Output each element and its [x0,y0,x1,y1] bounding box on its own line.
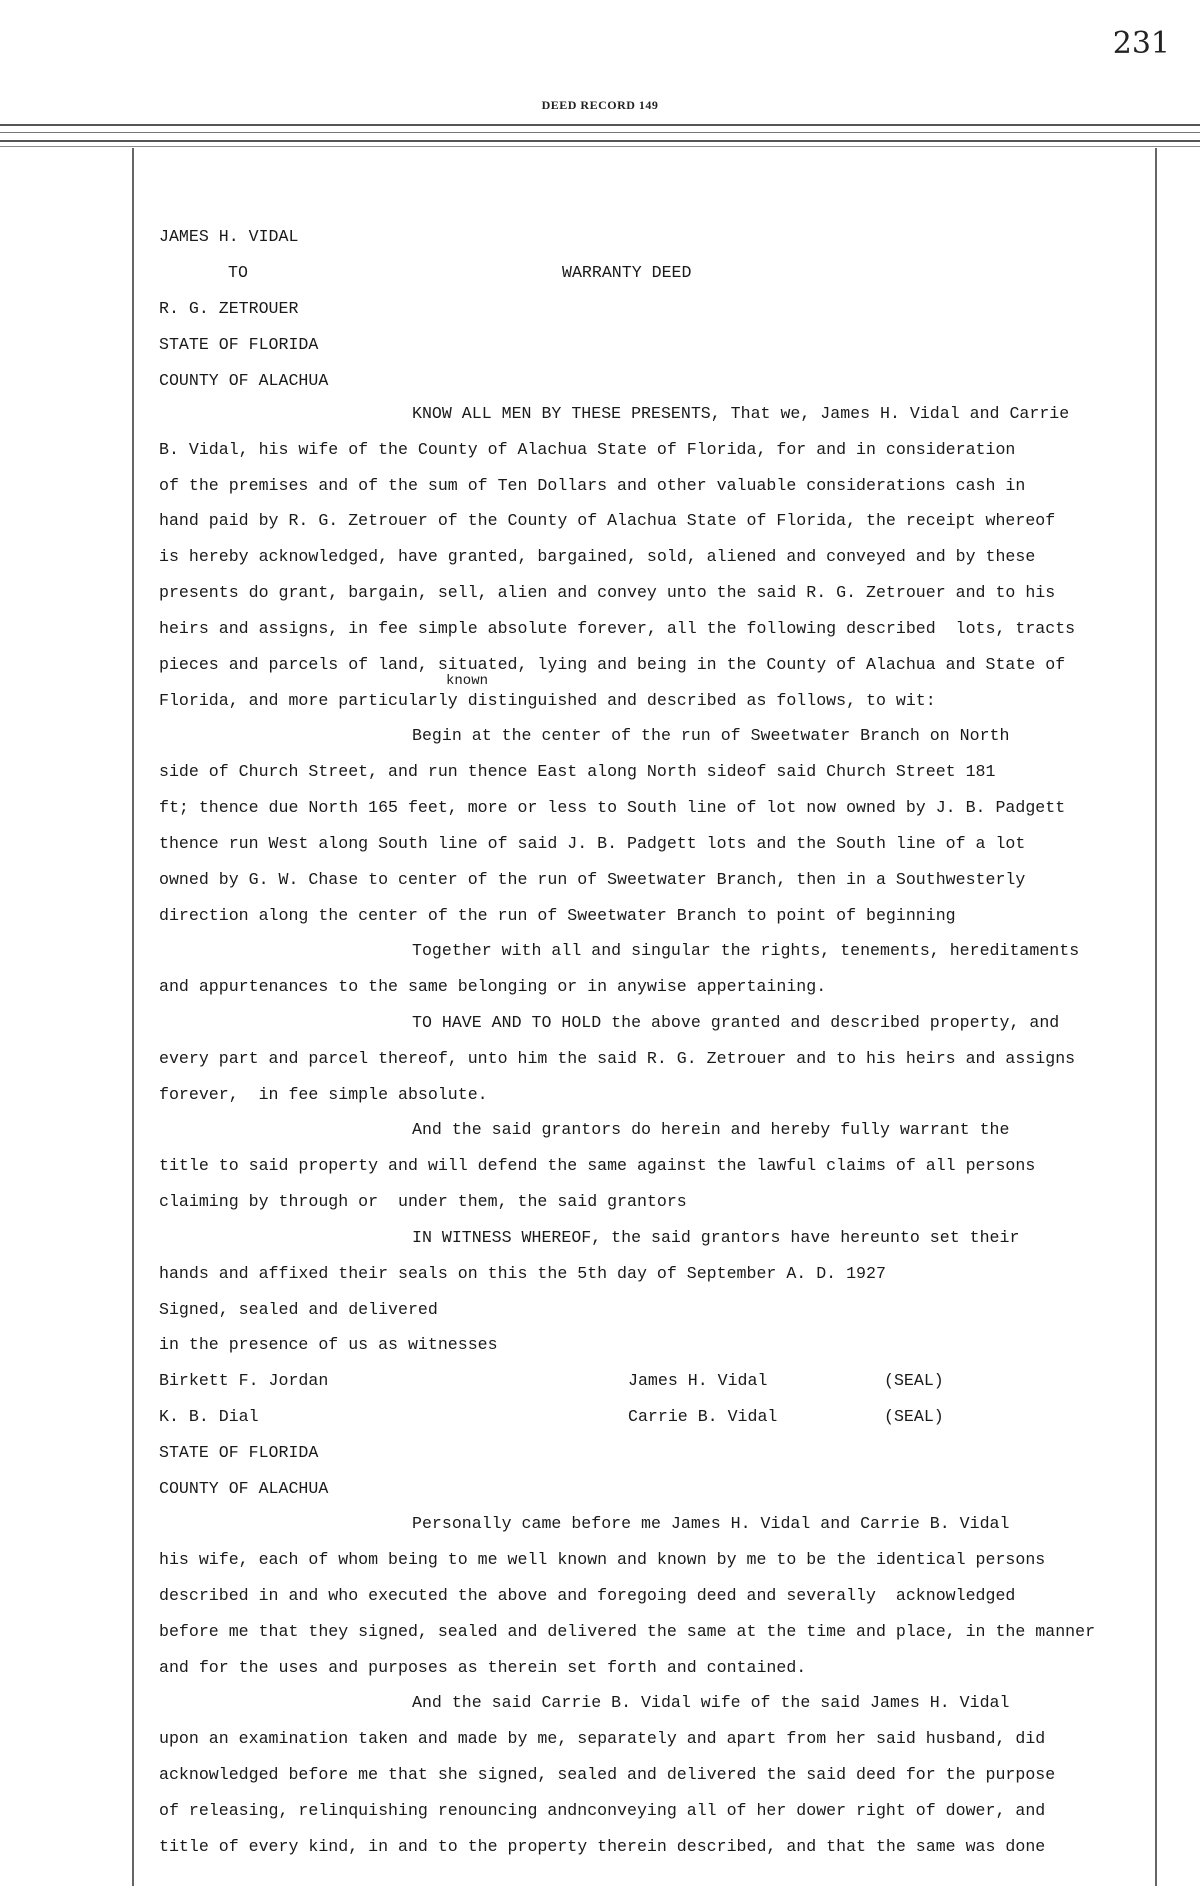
deed-line: presents do grant, bargain, sell, alien and convey unto the said R. G. Zetrouer and to his [159,583,1056,602]
ack-line: of releasing, relinquishing renouncing andnconveying all of her dower right of dower, and [159,1801,1046,1820]
deed-line: Begin at the center of the run of Sweetwater Branch on North [412,726,1010,745]
witness-name: K. B. Dial [159,1407,259,1426]
to-label: TO [228,263,248,282]
deed-line: hand paid by R. G. Zetrouer of the County of Alachua State of Florida, the receipt whereof [159,511,1056,530]
signer-name: James H. Vidal [628,1371,768,1390]
ack-line: upon an examination taken and made by me, separately and apart from her said husband, did [159,1729,1046,1748]
deed-line: is hereby acknowledged, have granted, bargained, sold, aliened and conveyed and by these [159,547,1036,566]
deed-line: forever, in fee simple absolute. [159,1085,488,1104]
deed-line: title to said property and will defend the same against the lawful claims of all persons [159,1156,1036,1175]
deed-line: owned by G. W. Chase to center of the run of Sweetwater Branch, then in a Southwesterly [159,870,1026,889]
deed-line: KNOW ALL MEN BY THESE PRESENTS, That we, James H. Vidal and Carrie [412,404,1070,423]
deed-line: B. Vidal, his wife of the County of Alachua State of Florida, for and in consideration [159,440,1016,459]
deed-line: IN WITNESS WHEREOF, the said grantors have hereunto set their [412,1228,1020,1247]
deed-line: of the premises and of the sum of Ten Dollars and other valuable considerations cash in [159,476,1026,495]
deed-line: And the said grantors do herein and hereby fully warrant the [412,1120,1010,1139]
deed-line: hands and affixed their seals on this the 5th day of September A. D. 1927 [159,1264,886,1283]
deed-line: and appurtenances to the same belonging or in anywise appertaining. [159,977,827,996]
ack-line: And the said Carrie B. Vidal wife of the said James H. Vidal [412,1693,1010,1712]
interlineation: known [446,673,489,689]
ack-line: his wife, each of whom being to me well known and known by me to be the identical persons [159,1550,1046,1569]
deed-line: in the presence of us as witnesses [159,1335,498,1354]
deed-line: ft; thence due North 165 feet, more or less to South line of lot now owned by J. B. Padgett [159,798,1066,817]
running-header: DEED RECORD 149 [541,98,659,112]
grantor-name: JAMES H. VIDAL [159,227,299,246]
deed-line: heirs and assigns, in fee simple absolute forever, all the following described lots, tracts [159,619,1076,638]
deed-line: Florida, and more particularly distinguished and described as follows, to wit: [159,691,936,710]
ack-line: acknowledged before me that she signed, sealed and delivered the said deed for the purpose [159,1765,1056,1784]
venue-state: STATE OF FLORIDA [159,335,319,354]
venue-county: COUNTY OF ALACHUA [159,371,329,390]
signer-name: Carrie B. Vidal [628,1407,778,1426]
deed-line: Together with all and singular the rights, tenements, hereditaments [412,941,1080,960]
deed-line: side of Church Street, and run thence East along North sideof said Church Street 181 [159,762,996,781]
ack-county: COUNTY OF ALACHUA [159,1479,329,1498]
seal-mark: (SEAL) [884,1371,944,1390]
deed-line: pieces and parcels of land, situated, lying and being in the County of Alachua and State of [159,655,1066,674]
grantee-name: R. G. ZETROUER [159,299,299,318]
ack-line: described in and who executed the above and foregoing deed and severally acknowledged [159,1586,1016,1605]
deed-line: thence run West along South line of said J. B. Padgett lots and the South line of a lot [159,834,1026,853]
page-number: 231 [1112,26,1170,61]
ack-state: STATE OF FLORIDA [159,1443,319,1462]
deed-line: direction along the center of the run of Sweetwater Branch to point of beginning [159,906,956,925]
ack-line: and for the uses and purposes as therein set forth and contained. [159,1658,807,1677]
deed-line: claiming by through or under them, the said grantors [159,1192,687,1211]
seal-mark: (SEAL) [884,1407,944,1426]
ack-line: before me that they signed, sealed and delivered the same at the time and place, in the manner [159,1622,1096,1641]
document-title: WARRANTY DEED [562,263,692,282]
deed-line: every part and parcel thereof, unto him the said R. G. Zetrouer and to his heirs and assigns [159,1049,1076,1068]
ack-line: title of every kind, in and to the property therein described, and that the same was done [159,1837,1046,1856]
deed-line: TO HAVE AND TO HOLD the above granted and described property, and [412,1013,1060,1032]
witness-name: Birkett F. Jordan [159,1371,329,1390]
ack-line: Personally came before me James H. Vidal and Carrie B. Vidal [412,1514,1010,1533]
deed-line: Signed, sealed and delivered [159,1300,438,1319]
